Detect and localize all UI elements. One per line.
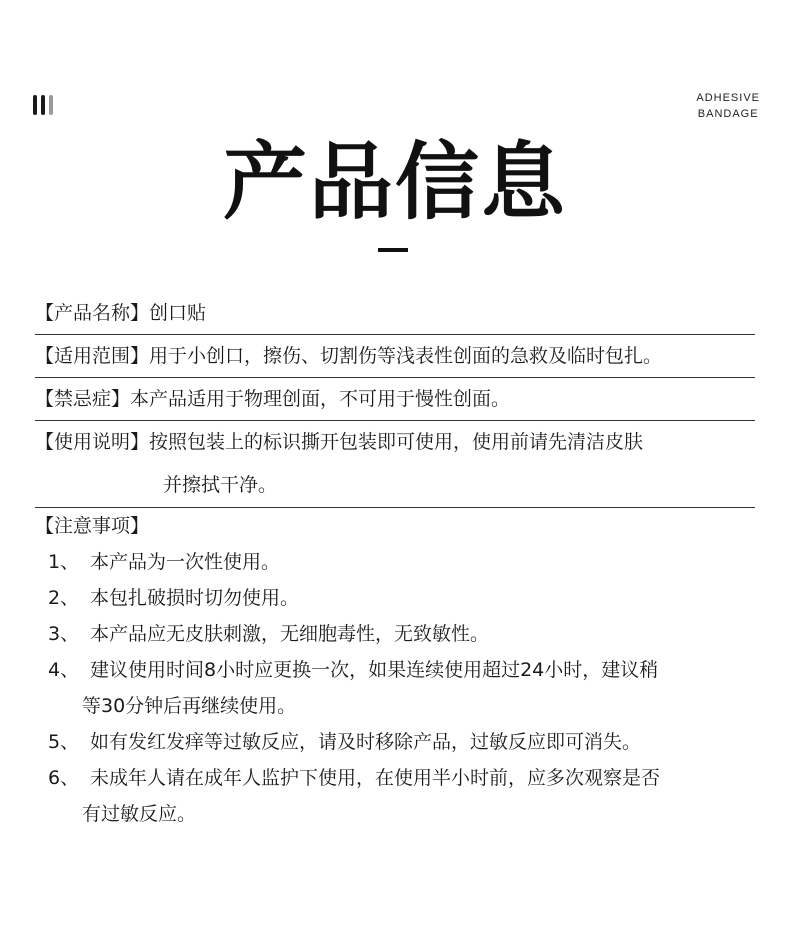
note-number: 3、	[48, 623, 80, 645]
page-title: 产品信息	[222, 133, 567, 231]
info-row-usage	[35, 421, 755, 508]
contra-value: 本产品适用于物理创面，不可用于慢性创面。	[130, 388, 511, 410]
note-text: 建议使用时间8小时应更换一次，如果连续使用超过24小时，建议稍	[90, 659, 659, 681]
note-item	[40, 580, 760, 616]
note-text: 本包扎破损时切勿使用。	[90, 587, 300, 609]
note-number: 4、	[48, 659, 80, 681]
note-text: 本产品为一次性使用。	[90, 551, 281, 573]
info-row-contra	[35, 378, 755, 421]
notes-section	[35, 508, 760, 832]
tagline-line1: ADHESIVE	[696, 92, 760, 104]
note-line	[40, 760, 760, 796]
note-text: 本产品应无皮肤刺激，无细胞毒性，无致敏性。	[90, 623, 490, 645]
note-text: 未成年人请在成年人监护下使用，在使用半小时前，应多次观察是否	[90, 767, 661, 789]
note-line	[40, 616, 760, 652]
note-number: 5、	[48, 731, 80, 753]
note-number: 2、	[48, 587, 80, 609]
bars-icon	[33, 95, 53, 115]
bar-mark	[41, 95, 45, 115]
info-row-name	[35, 292, 755, 335]
info-section	[35, 292, 755, 508]
note-text-continued: 等30分钟后再继续使用。	[82, 695, 297, 717]
bar-mark	[33, 95, 37, 115]
note-number: 1、	[48, 551, 80, 573]
contra-label: 【禁忌症】	[35, 388, 131, 410]
note-item	[40, 652, 760, 724]
title-divider	[378, 248, 408, 252]
bar-mark	[49, 95, 53, 115]
note-item	[40, 724, 760, 760]
info-row-scope	[35, 335, 755, 378]
note-item	[40, 616, 760, 652]
tagline-line2: BANDAGE	[697, 108, 759, 120]
note-line	[40, 544, 760, 580]
note-item	[40, 760, 760, 832]
notes-list	[40, 544, 760, 832]
usage-label: 【使用说明】	[35, 431, 150, 453]
note-line	[40, 652, 760, 688]
name-label: 【产品名称】	[35, 302, 150, 324]
name-value: 创口贴	[149, 302, 207, 324]
notes-title: 【注意事项】	[35, 515, 150, 537]
scope-label: 【适用范围】	[35, 345, 150, 367]
note-text: 如有发红发痒等过敏反应，请及时移除产品，过敏反应即可消失。	[90, 731, 642, 753]
note-line	[40, 580, 760, 616]
scope-value: 用于小创口，擦伤、切割伤等浅表性创面的急救及临时包扎。	[149, 345, 663, 367]
note-line	[40, 724, 760, 760]
note-text-continued: 有过敏反应。	[82, 803, 197, 825]
usage-value-2: 并擦拭干净。	[163, 474, 278, 496]
note-item	[40, 544, 760, 580]
usage-value-1: 按照包装上的标识撕开包装即可使用，使用前请先清洁皮肤	[149, 431, 644, 453]
note-number: 6、	[48, 767, 80, 789]
